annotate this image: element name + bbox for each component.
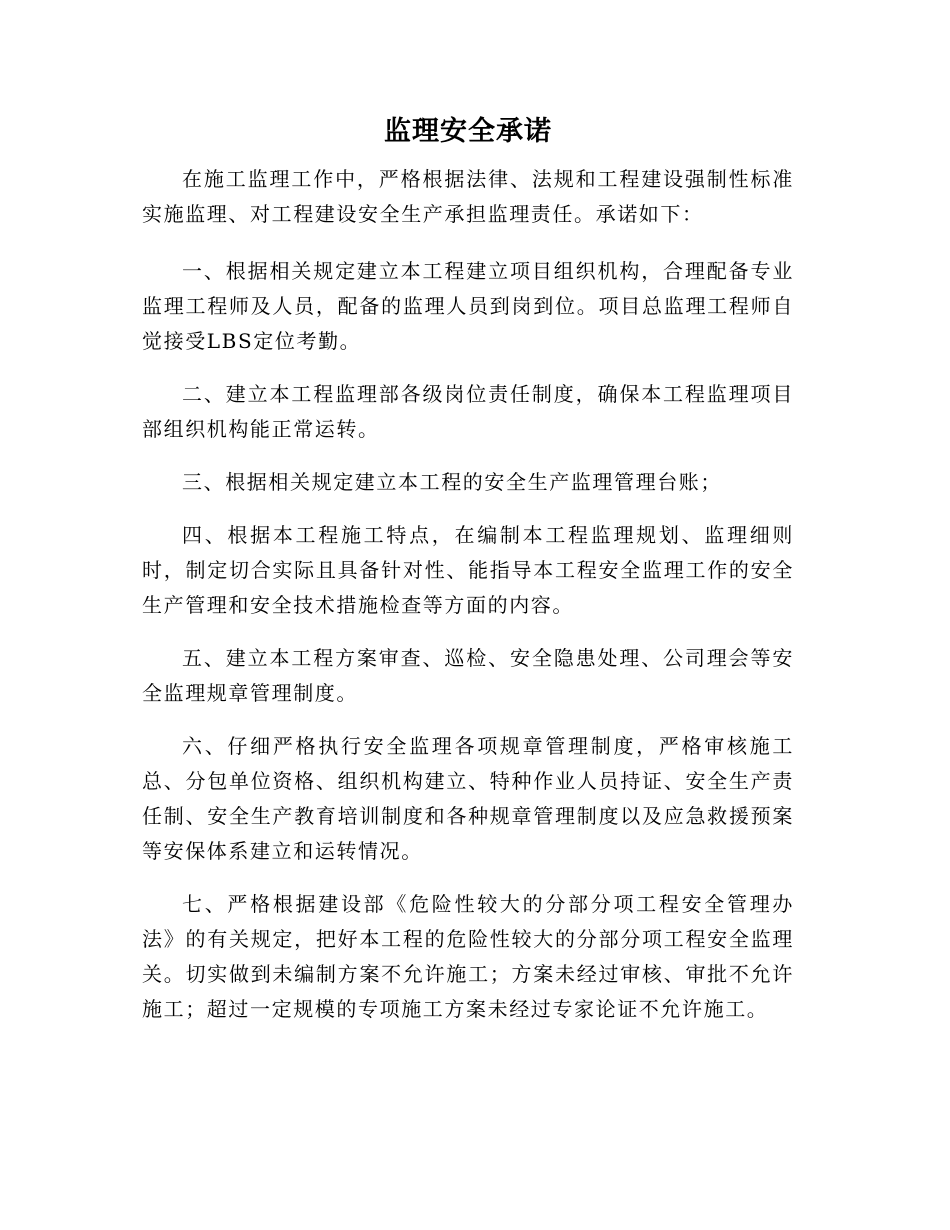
intro-paragraph: 在施工监理工作中，严格根据法律、法规和工程建设强制性标准实施监理、对工程建设安全生产承担监理责任。承诺如下： bbox=[142, 167, 794, 226]
document-body bbox=[142, 112, 794, 1045]
clause-3-paragraph: 三、根据相关规定建立本工程的安全生产监理管理台账； bbox=[182, 470, 722, 494]
clause-7-paragraph: 七、严格根据建设部《危险性较大的分部分项工程安全管理办法》的有关规定，把好本工程的危险性较大的分部分项工程安全监理关。切实做到未编制方案不允许施工；方案未经过审核、审批不允许施工；超过一定规模的专项施工方案未经过专家论证不允许施工。 bbox=[142, 892, 794, 1021]
clause-4-paragraph: 四、根据本工程施工特点，在编制本工程监理规划、监理细则时，制定切合实际且具备针对性、能指导本工程安全监理工作的安全生产管理和安全技术措施检查等方面的内容。 bbox=[142, 523, 794, 617]
document-title: 监理安全承诺 bbox=[384, 116, 552, 147]
clause-5-paragraph: 五、建立本工程方案审查、巡检、安全隐患处理、公司理会等安全监理规章管理制度。 bbox=[142, 646, 794, 705]
clause-2-paragraph: 二、建立本工程监理部各级岗位责任制度，确保本工程监理项目部组织机构能正常运转。 bbox=[142, 382, 794, 441]
clause-6-paragraph: 六、仔细严格执行安全监理各项规章管理制度，严格审核施工总、分包单位资格、组织机构建立、特种作业人员持证、安全生产责任制、安全生产教育培训制度和各种规章管理制度以及应急救援预案等安保体系建立和运转情况。 bbox=[142, 734, 794, 863]
clause-1-paragraph: 一、根据相关规定建立本工程建立项目组织机构，合理配备专业监理工程师及人员，配备的监理人员到岗到位。项目总监理工程师自觉接受LBS定位考勤。 bbox=[142, 259, 794, 353]
